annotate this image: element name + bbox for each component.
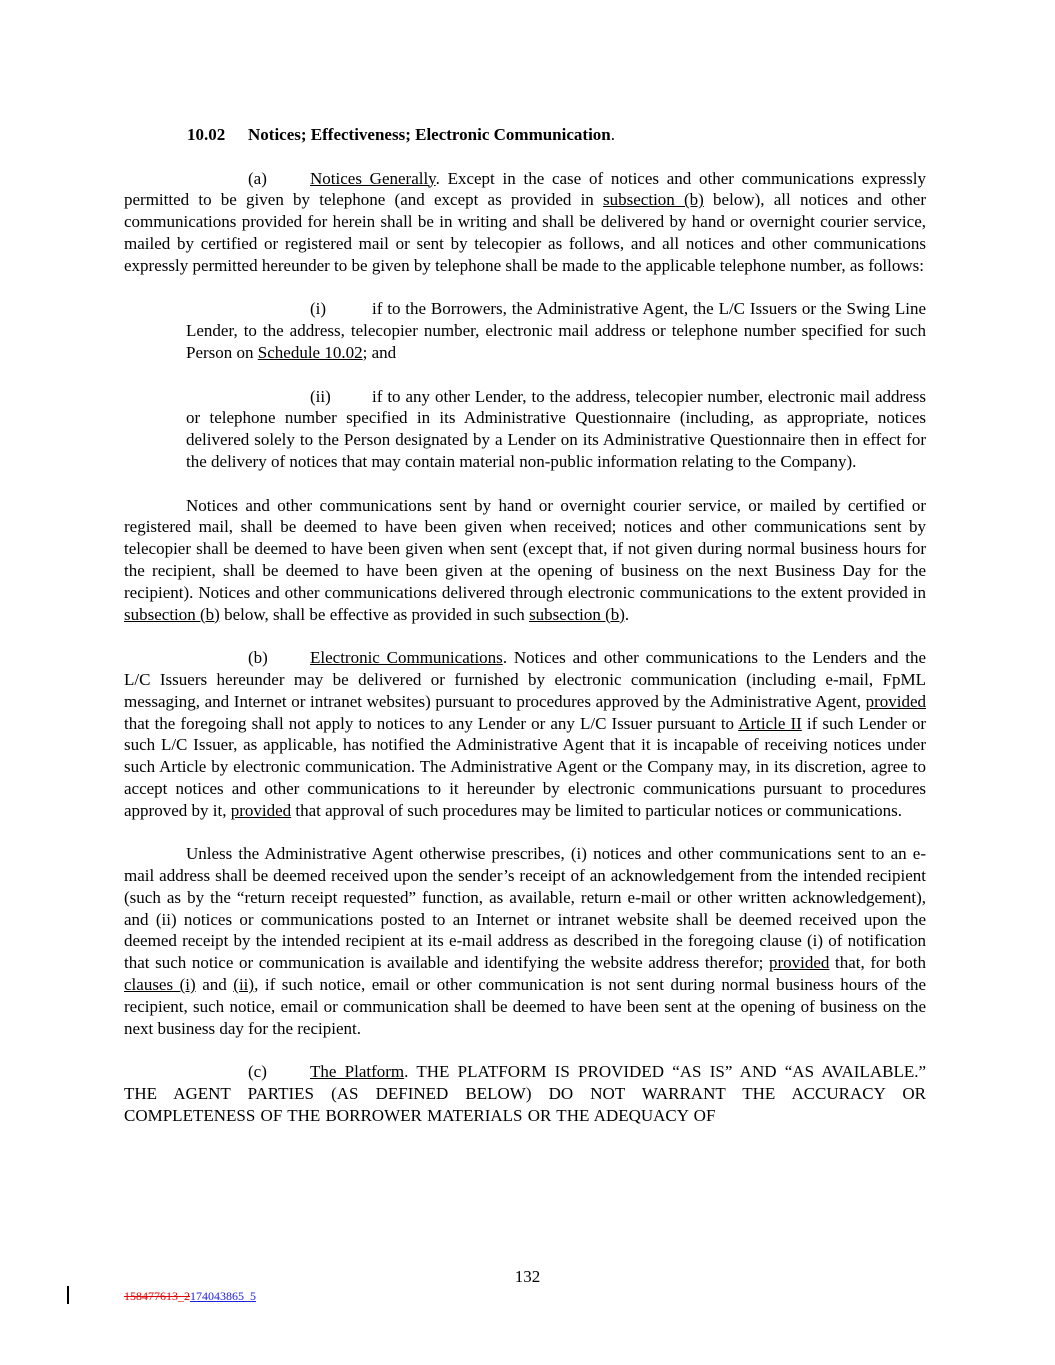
section-heading: 10.02 Notices; Effectiveness; Electronic Communication. (187, 125, 615, 144)
paragraph-c: (c) The Platform. THE PLATFORM IS PROVIDED “AS IS” AND “AS AVAILABLE.” THE AGENT PARTIES (AS DEFINED BELOW) DO NOT WARRANT THE ACCURACY OR COMPLETENESS OF THE BORROWER MATERIALS OR THE ADEQUACY OF (124, 1062, 927, 1125)
paragraph-c-title: The Platform (310, 1062, 405, 1082)
section-number: 10.02 (187, 125, 226, 144)
schedule-ref: Schedule 10.02 (257, 342, 363, 362)
section-title: Notices; Effectiveness; Electronic Communication (248, 125, 611, 144)
paragraph-b: (b) Electronic Communications. Notices and other communications to the Lenders and the L/C Issuers hereunder may be delivered or furnished by electronic communication (including e-mail, FpML messaging, and Internet or intranet websites) pursuant to procedures approved by the Administrative Agent, provided that the foregoing shall not apply to notices to any Lender or any L/C Issuer pursuant to Article II if such Lender or such L/C Issuer, as applicable, has notified the Administrative Agent that it is incapable of receiving notices under such Article by electronic communication. The Administrative Agent or the Company may, in its discretion, agree to accept notices and other communications to it hereunder by electronic communications pursuant to procedures approved by it, provided that approval of such procedures may be limited to particular notices or communications. (124, 648, 926, 820)
paragraph-notices: Notices and other communications sent by hand or overnight courier service, or mailed by certified or registered mail, shall be deemed to have been given when received; notices and other communications sent by telecopier shall be deemed to have been given when sent (except that, if not given during normal business hours for the recipient, shall be deemed to have been given at the opening of business on the next Business Day for the recipient). Notices and other communications delivered through electronic communications to the extent provided in subsection (b) below, shall be effective as provided in such subsection (b). (124, 495, 926, 624)
paragraph-b-title: Electronic Communications (310, 648, 503, 668)
item-ii: (ii) if to any other Lender, to the address, telecopier number, electronic mail address or telephone number specified in its Administrative Questionnaire (including, as appropriate, notices delivered solely to the Person designated by a Lender on its Administrative Questionnaire then in effect for the delivery of notices that may contain material non-public information relating to the Company). (186, 386, 926, 471)
paragraph-unless: Unless the Administrative Agent otherwise prescribes, (i) notices and other communications sent to an e-mail address shall be deemed received upon the sender’s receipt of an acknowledgement from the intended recipient (such as by the “return receipt requested” function, as available, return e-mail or other written acknowledgement), and (ii) notices or communications posted to an Internet or intranet website shall be deemed received upon the deemed receipt by the intended recipient at its e-mail address as described in the foregoing clause (i) of notification that such notice or communication is available and identifying the website address therefor; provided that, for both clauses (i) and (ii), if such notice, email or other communication is not sent during normal business hours of the recipient, such notice, email or communication shall be deemed to have been sent at the opening of business on the next business day for the recipient. (124, 844, 927, 1038)
document-id-new: 174043865_5 (190, 1289, 256, 1303)
document-id (124, 1289, 256, 1304)
document-body (124, 124, 926, 1127)
item-i: (i) if to the Borrowers, the Administrative Agent, the L/C Issuers or the Swing Line Lender, to the address, telecopier number, electronic mail address or telephone number specified for such Person on Schedule 10.02; and (186, 299, 926, 362)
subsection-b-link: subsection (b) (603, 190, 704, 210)
document-id-old: 158477613_2 (124, 1289, 190, 1303)
article-ref: Article II (738, 713, 802, 733)
paragraph-a: (a) Notices Generally. Except in the case of notices and other communications expressly permitted to be given by telephone (and except as provided in subsection (b) below), all notices and other communications provided for herein shall be in writing and shall be delivered by hand or overnight courier service, mailed by certified or registered mail or sent by telecopier as follows, and all notices and other communications expressly permitted hereunder to be given by telephone shall be made to the applicable telephone number, as follows: (124, 168, 926, 275)
paragraph-a-title: Notices Generally (310, 168, 436, 188)
page-number: 132 (514, 1267, 541, 1286)
change-bar (67, 1286, 69, 1304)
